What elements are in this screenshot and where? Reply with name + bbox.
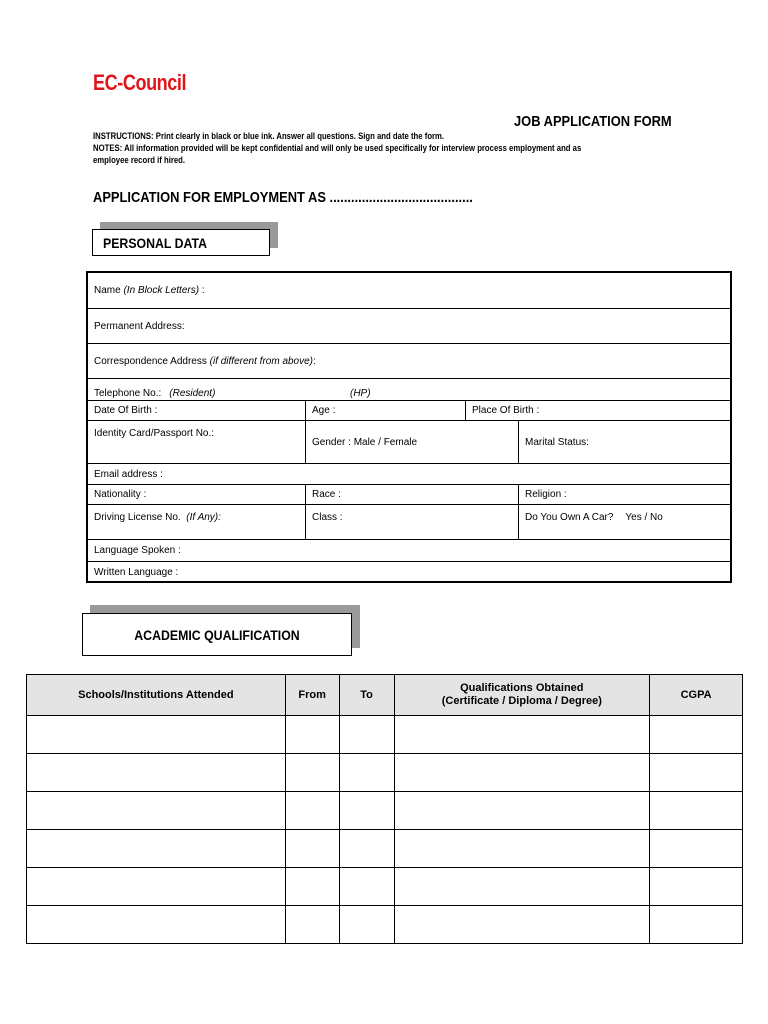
cgpa-cell[interactable] [650, 754, 743, 792]
academic-qualification-heading [82, 605, 360, 657]
permanent-address-field[interactable]: Permanent Address: [94, 320, 185, 332]
row-name [88, 273, 730, 309]
school-cell[interactable] [27, 906, 286, 944]
table-header-row [27, 675, 743, 716]
notes-text-line1: NOTES: All information provided will be kept confidential and will only be used specifically for interview process employment and as [93, 143, 582, 153]
to-cell[interactable] [339, 906, 394, 944]
notes-text-line2: employee record if hired. [93, 155, 186, 165]
dob-field[interactable]: Date Of Birth : [94, 405, 158, 416]
marital-status-field[interactable]: Marital Status: [518, 421, 730, 463]
row-permanent-address [88, 309, 730, 344]
table-row [27, 716, 743, 754]
written-language-field[interactable]: Written Language : [94, 567, 179, 578]
cgpa-cell[interactable] [650, 906, 743, 944]
to-cell[interactable] [339, 716, 394, 754]
qualification-cell[interactable] [394, 754, 650, 792]
school-cell[interactable] [27, 868, 286, 906]
age-field[interactable]: Age : [305, 401, 465, 420]
table-row [27, 906, 743, 944]
language-spoken-field[interactable]: Language Spoken : [94, 545, 181, 556]
row-telephone [88, 379, 730, 401]
cgpa-cell[interactable] [650, 792, 743, 830]
correspondence-address-field[interactable]: Correspondence Address (if different from above) : [94, 355, 316, 367]
qualification-cell[interactable] [394, 868, 650, 906]
from-cell[interactable] [285, 868, 339, 906]
school-cell[interactable] [27, 754, 286, 792]
row-language-spoken [88, 540, 730, 562]
class-field[interactable]: Class : [305, 505, 518, 539]
header-schools: Schools/Institutions Attended [27, 675, 286, 716]
ic-passport-field[interactable]: Identity Card/Passport No.: [94, 428, 215, 439]
email-field[interactable]: Email address : [94, 468, 163, 480]
qualification-cell[interactable] [394, 716, 650, 754]
brand-logo-text: EC-Council [93, 70, 187, 95]
header-to: To [339, 675, 394, 716]
to-cell[interactable] [339, 868, 394, 906]
academic-qualification-table [26, 674, 743, 944]
heading-box [82, 613, 352, 656]
from-cell[interactable] [285, 716, 339, 754]
from-cell[interactable] [285, 830, 339, 868]
school-cell[interactable] [27, 716, 286, 754]
row-written-language [88, 562, 730, 583]
table-row [27, 868, 743, 906]
table-row [27, 830, 743, 868]
row-nationality [88, 485, 730, 505]
header-from: From [285, 675, 339, 716]
cgpa-cell[interactable] [650, 868, 743, 906]
race-field[interactable]: Race : [305, 485, 518, 504]
qual-header-line1: Qualifications Obtained [460, 682, 584, 694]
personal-data-title: PERSONAL DATA [103, 234, 208, 251]
qualification-cell[interactable] [394, 792, 650, 830]
heading-box [92, 229, 270, 256]
cgpa-cell[interactable] [650, 716, 743, 754]
from-cell[interactable] [285, 792, 339, 830]
own-car-field[interactable]: Do You Own A Car? Yes / No [518, 505, 730, 539]
table-row [27, 792, 743, 830]
qualification-cell[interactable] [394, 906, 650, 944]
academic-qualification-title: ACADEMIC QUALIFICATION [134, 626, 300, 643]
place-of-birth-field[interactable]: Place Of Birth : [465, 401, 730, 420]
qual-header-line2: (Certificate / Diploma / Degree) [441, 695, 602, 707]
personal-data-heading [92, 222, 278, 258]
to-cell[interactable] [339, 754, 394, 792]
cgpa-cell[interactable] [650, 830, 743, 868]
telephone-field[interactable]: Telephone No.: (Resident) (HP) [94, 388, 371, 399]
row-dob [88, 401, 730, 421]
to-cell[interactable] [339, 792, 394, 830]
row-email [88, 464, 730, 485]
from-cell[interactable] [285, 906, 339, 944]
header-cgpa: CGPA [650, 675, 743, 716]
personal-data-table [86, 271, 732, 583]
qualification-cell[interactable] [394, 830, 650, 868]
religion-field[interactable]: Religion : [518, 485, 730, 504]
from-cell[interactable] [285, 754, 339, 792]
gender-field[interactable]: Gender : Male / Female [305, 421, 518, 463]
own-car-options[interactable]: Yes / No [625, 512, 663, 523]
school-cell[interactable] [27, 830, 286, 868]
table-row [27, 754, 743, 792]
driving-license-field[interactable]: Driving License No. (If Any): [94, 512, 221, 523]
row-driving [88, 505, 730, 540]
row-correspondence-address [88, 344, 730, 379]
name-field[interactable]: Name (In Block Letters) : [94, 285, 205, 296]
header-qualifications [394, 675, 650, 716]
form-title: JOB APPLICATION FORM [514, 113, 672, 130]
instructions-text: INSTRUCTIONS: Print clearly in black or blue ink. Answer all questions. Sign and date the form. [93, 131, 445, 141]
row-identity [88, 421, 730, 464]
to-cell[interactable] [339, 830, 394, 868]
nationality-field[interactable]: Nationality : [94, 489, 147, 500]
school-cell[interactable] [27, 792, 286, 830]
application-for-employment: APPLICATION FOR EMPLOYMENT AS ........................................ [93, 189, 473, 206]
